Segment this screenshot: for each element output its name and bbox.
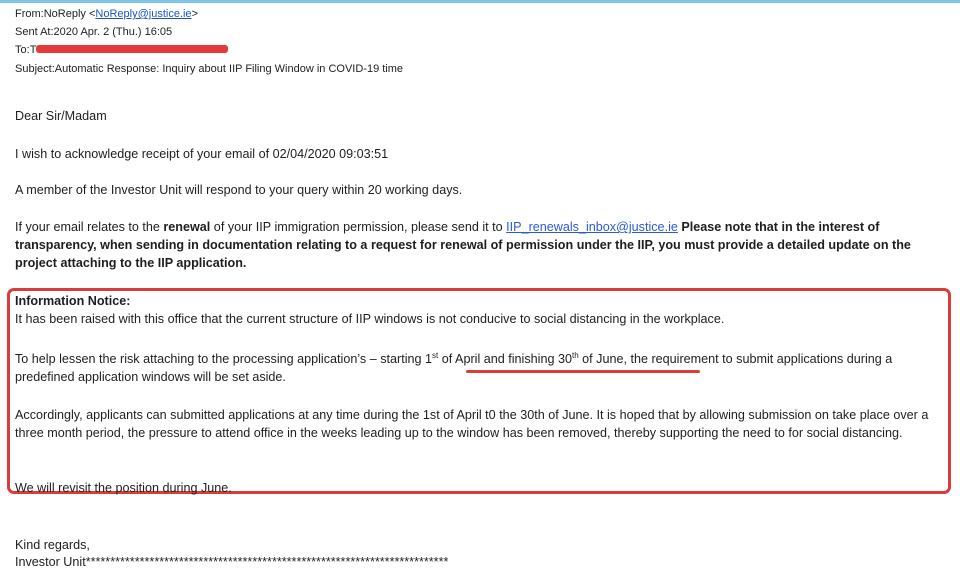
sent-label: Sent At: — [15, 26, 54, 38]
renewal-note: Please note that in the interest of transparency, when sending in documentation relating to a request for renewal of permission under the IIP, you must provide a detailed update on the project attaching to the IIP application. — [15, 220, 911, 270]
sent-line — [15, 25, 172, 39]
sent-value: 2020 Apr. 2 (Thu.) 16:05 — [53, 26, 173, 38]
notice-title-text: Information Notice: — [15, 294, 131, 308]
subject-value: Automatic Response: Inquiry about IIP Filing Window in COVID-19 time — [54, 63, 404, 75]
notice-p2-b: of April and finishing 30 — [438, 352, 572, 366]
signature-line — [15, 553, 945, 571]
from-label: From: — [15, 8, 44, 20]
from-line: From:NoReply <NoReply@justice.ie> — [15, 8, 198, 20]
to-label: To: — [15, 44, 30, 56]
renewal-paragraph — [15, 218, 945, 272]
notice-title — [15, 292, 945, 310]
ack-paragraph: I wish to acknowledge receipt of your email of 02/04/2020 09:03:51 — [15, 147, 389, 161]
renewal-text-1: If your email relates to the — [15, 220, 164, 234]
closing-regards: Kind regards, — [15, 538, 90, 552]
greeting: Dear Sir/Madam — [15, 109, 107, 123]
notice-p2-d: the requirement to submit applications during a predefined application windows will be set aside. — [15, 352, 893, 384]
notice-paragraph-2 — [15, 350, 945, 386]
renewal-text-2: of your IIP immigration permission, please send it to — [210, 220, 507, 234]
notice-sup-th: th — [571, 351, 579, 360]
notice-line-1: It has been raised with this office that the current structure of IIP windows is not conducive to social distancing in the workplace. — [15, 312, 725, 326]
subject-line — [15, 62, 403, 76]
subject-label: Subject: — [15, 63, 55, 75]
renewal-email-link[interactable]: IIP_renewals_inbox@justice.ie — [506, 220, 678, 234]
from-name: NoReply — [43, 8, 86, 20]
signature-stars: ************************************************************************** — [85, 555, 449, 569]
redaction-mark — [36, 45, 228, 53]
notice-p2-c: of June, — [578, 352, 627, 366]
notice-p2-a: To help lessen the risk attaching to the processing application’s – starting 1 — [15, 352, 433, 366]
to-value: T — [29, 44, 37, 56]
date-range-underline — [466, 370, 700, 373]
notice-paragraph-3: Accordingly, applicants can submitted applications at any time during the 1st of April t0 the 30th of June. It is hoped that by allowing submission on take place over a three month period, the pressure to attend office in the weeks leading up to the window has been removed, thereby supporting the need to for social distancing. — [15, 408, 929, 440]
signature-name: Investor Unit — [15, 555, 86, 569]
renewal-bold: renewal — [163, 220, 211, 234]
to-line — [15, 43, 36, 57]
notice-paragraph-4: We will revisit the position during June. — [15, 481, 232, 495]
from-email-link[interactable]: NoReply@justice.ie — [95, 8, 192, 20]
notice-sup-st: st — [432, 351, 439, 360]
member-paragraph: A member of the Investor Unit will respond to your query within 20 working days. — [15, 183, 463, 197]
top-accent-bar — [0, 0, 960, 3]
